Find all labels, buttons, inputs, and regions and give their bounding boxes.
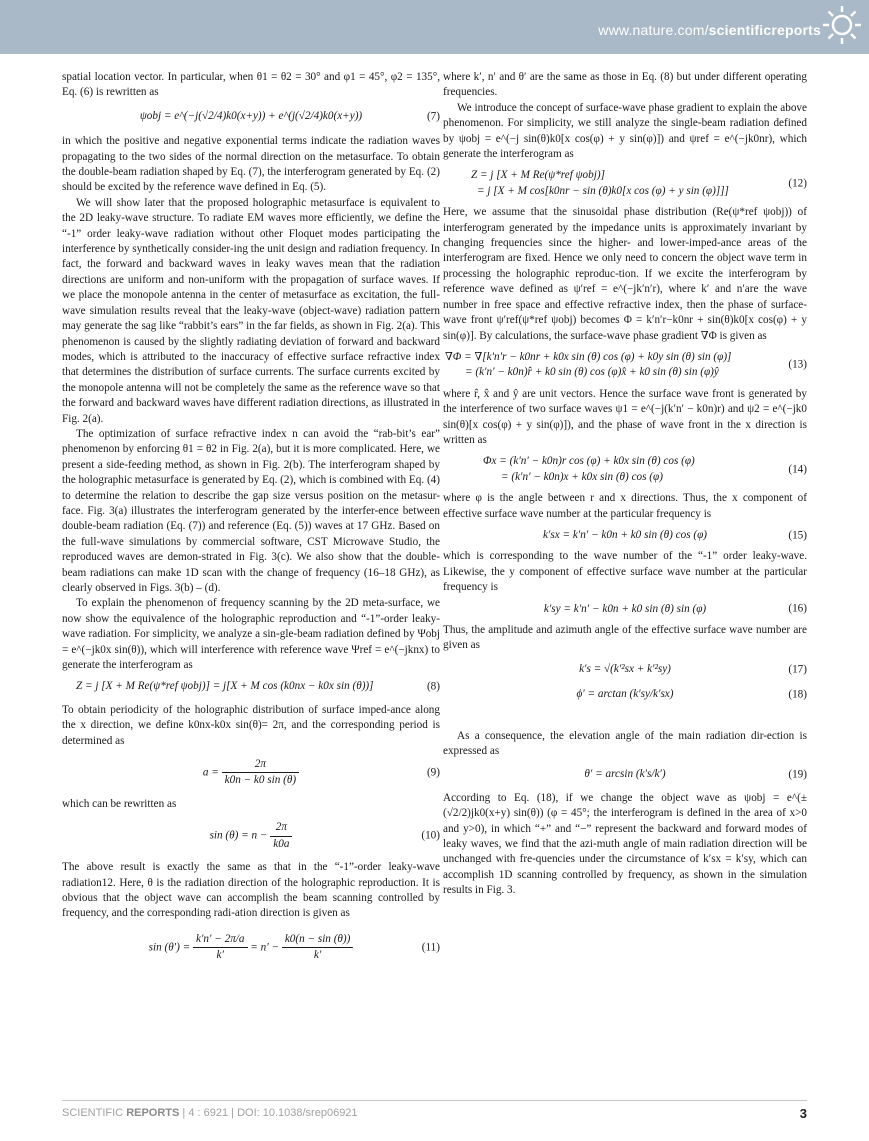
left-paragraph-8: The above result is exactly the same as that in the “-1”-order leaky-wave radiation12. Here, θ is the radiation direction of the holographic reproduction. It is obvious that the object wave can accomplish the beam scanning controlled by frequency, and the corresponding radi-ation direction is given as	[62, 861, 440, 920]
right-paragraph-6: which is corresponding to the wave number of the “-1” order leaky-wave. Likewise, the y component of effective surface wave number at the particular frequency is	[443, 550, 807, 594]
equation-17: k′s = √(k′²sx + k′²sy) (17)	[579, 662, 807, 675]
right-paragraph-5: where φ is the angle between r and x directions. Thus, the x component of effective surface wave number at the particular frequency is	[443, 492, 807, 520]
footer-citation: SCIENTIFIC REPORTS | 4 : 6921 | DOI: 10.1038/srep06921	[62, 1107, 358, 1119]
right-paragraph-4: where r̂, x̂ and ŷ are unit vectors. Hence the surface wave front is generated by the interference of two surface waves ψ1 = e^(−j(k′n′ − k0n)r) and ψ2 = e^(−jk0 sin(θ)[x cos(φ) + y sin(φ)]), and the phase of wave front in the x direction is written as	[443, 387, 807, 446]
journal-url[interactable]: www.nature.com/scientificreports	[598, 22, 821, 38]
equation-14: Φx = (k′n′ − k0n)r cos (φ) + k0x sin (θ) cos (φ) = (k′n′ − k0n)x + k0x sin (θ) cos (φ) (14)	[483, 455, 807, 483]
equation-13: ∇Φ = ∇[k′n′r − k0nr + k0x sin (θ) cos (φ) + k0y sin (θ) sin (φ)] = (k′n′ − k0n)r̂ + k0 sin (θ) cos (φ)x̂ + k0 sin (θ) sin (φ)ŷ (13)	[445, 350, 807, 379]
left-paragraph-2: in which the positive and negative exponential terms indicate the radiation waves propagating to the two sides of the normal direction on the metasurface. To obtain the double-beam radiation shaped by Eq. (7), the interferogram generated by Eq. (2) should be excited by the reference wave defined in Eq. (5).	[62, 135, 440, 194]
equation-12: Z = j [X + M Re(ψ*ref ψobj)] = j [X + M cos[k0nr − sin (θ)k0[x cos (φ) + y sin (φ)]]] (12)	[471, 169, 807, 197]
left-paragraph-7: which can be rewritten as	[62, 797, 177, 810]
left-paragraph-6: To obtain periodicity of the holographic distribution of surface imped-ance along the x direction, we define k0nx-k0x sin(θ)= 2π, and the corresponding period is determined as	[62, 703, 440, 747]
gear-icon	[821, 4, 863, 46]
left-paragraph-5: To explain the phenomenon of frequency scanning by the 2D meta-surface, we now show the equivalence of the holographic reproduction and “-1”-order leaky-wave radiation. For simplicity, we analyze a sin-gle-beam radiation defined by Ψobj = e^(−jk0x sin(θ)), which will interference with reference wave Ψref = e^(−jknx) to generate the interferogram as	[62, 597, 440, 672]
equation-16: k′sy = k′n′ − k0n + k0 sin (θ) sin (φ) (16)	[543, 602, 807, 615]
left-paragraph-1: spatial location vector. In particular, when θ1 = θ2 = 30° and φ1 = 45°, φ2 = 135°, Eq. (6) is rewritten as	[62, 71, 440, 99]
right-paragraph-9: According to Eq. (18), if we change the object wave as ψobj = e^(±(√2/2)jk0(x+y) sin(θ)) (φ = 45°; the interferogram is defined in the area of x>0 and y>0), in which “+” and “−” represent the backward and forward modes of leaky waves, we find that the azi-muth angle of main radiation direction will be unchanged with fre-quencies under the circumstance of k′sx = k′sy, which can accomplish 1D scanning controlled by frequency, as shown in the simulation results in Fig. 3.	[443, 791, 807, 897]
right-paragraph-8: As a consequence, the elevation angle of the main radiation dir-ection is expressed as	[443, 729, 807, 758]
equation-8: Z = j [X + M Re(ψ*ref ψobj)] = j[X + M cos (k0nx − k0x sin (θ))] (8)	[76, 680, 440, 693]
right-paragraph-2: We introduce the concept of surface-wave phase gradient to explain the above phenomenon. For simplicity, we still analyze the single-beam radiation defined by ψobj = e^(−j sin(θ)k0[x cos(φ) + y sin(φ)]) and ψref = e^(−jk0nr), which generate the interferogram as	[443, 101, 807, 161]
equation-11: sin (θ′) = $\frac{k'n' - 2\pi/a}{k'}$ = n′ − $\frac{k0(n - \sin (\theta))}{k'}$ (11)	[148, 932, 440, 962]
page-number: 3	[799, 1106, 807, 1121]
equation-18: ϕ′ = arctan (k′sy/k′sx) (18)	[576, 688, 807, 701]
equation-19: θ′ = arcsin (k′s/k′) (19)	[584, 768, 807, 781]
right-paragraph-3: Here, we assume that the sinusoidal phase distribution (Re(ψ*ref ψobj)) of interferogram generated by the impedance units is approximately invariant by changing frequencies since the higher- and lower-imped-ance areas of the interferogram are fixed. Hence we only need to concern the object wave term in processing the holographic reproduc-tion. If we excite the interferogram by reference wave defined as ψ′ref = e^(−jk′n′r), where k′ and n′are the wave number in free space and effective refractive index, then the phase of surface-wave front ψ′ref(ψ*ref ψobj) becomes Φ = k′n′r−k0nr + sin(θ)k0[x cos(φ) + y sin(φ)]. By calculations, the surface-wave phase gradient ∇Φ is given as	[443, 206, 807, 342]
right-paragraph-1: where k′, n′ and θ′ are the same as those in Eq. (8) but under different operating frequencies.	[443, 71, 807, 99]
left-column	[62, 70, 440, 974]
right-paragraph-7: Thus, the amplitude and azimuth angle of the effective surface wave number are given as	[443, 624, 807, 652]
right-column	[443, 70, 807, 899]
left-paragraph-4: The optimization of surface refractive index n can avoid the “rab-bit’s ear” phenomenon by enforcing θ1 = θ2 in Fig. 2(a), but it is more complicated. Here, we present a side-feeding method, as shown in Fig. 2(b). The interferogram shaped by the holographic metasurface is generated by Eq. (2), which is combined with Eq. (4) to determine the relation to describe the gap size versus position on the metasur-face. Fig. 3(a) illustrates the interferogram generated by the interfer-ence between double-beam radiation (Eq. (7)) and reference (Eq. (5)) waves at 17 GHz. Based on the full-wave simulations by commercial software, CST Microwave Studio, the reproduced waves are demon-strated in Fig. 3(c). We also show that the double-beam radiations can make 1D scan with the change of frequency (16–18 GHz), as clearly observed in Figs. 3(b) – (d).	[62, 427, 440, 594]
equation-9: a = $\frac{2\pi}{k0n - k0 \sin (\theta)}$ (9)	[202, 758, 440, 787]
equation-7: ψobj = e^(−j(√2/4)k0(x+y)) + e^(j(√2/4)k0(x+y)) (7)	[139, 109, 440, 122]
left-paragraph-3: We will show later that the proposed holographic metasurface is equivalent to the 2D leaky-wave structure. To radiate EM waves more efficiently, we define the “-1” order leaky-wave radiation without other Floquet modes participating the interference by synthetically consider-ing the unit design and radiation frequency. In fact, the forward and backward waves in leaky waves mean that the radiation directions are uniform and non-uniform with the propagation of surface waves. If we place the monopole antenna in the center of metasurface as excitation, the full-wave simulation results reveal that the leaky-wave (object-wave) radiation pattern may generate the sag like “rabbit’s ears” in the far fields, as shown in Fig. 2(a). This phenomenon is caused by the slightly radiating deviation of forward and backward modes, which is attributed to the inaccuracy of effective surface refractive index that determines the distribution of surface currents. The surface currents excited by the monopole antenna will not be completely the same as the reference wave so that the forward and backward waves have different radiation directions, as illustrated in Fig. 2(a).	[62, 196, 440, 425]
page-footer	[62, 1100, 807, 1121]
equation-10: sin (θ) = n − $\frac{2\pi}{k0a}$ (10)	[209, 821, 440, 850]
equation-15: k′sx = k′n′ − k0n + k0 sin (θ) cos (φ) (15)	[542, 528, 807, 541]
page-header	[0, 0, 869, 54]
